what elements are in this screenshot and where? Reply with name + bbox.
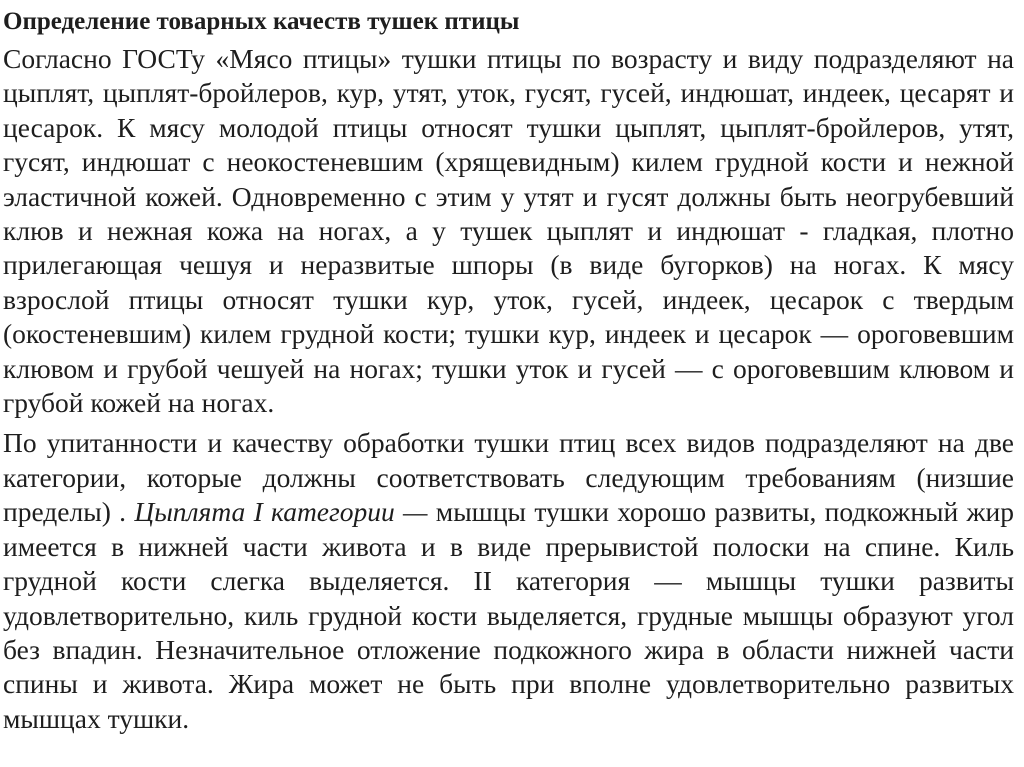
paragraph-age-species: Согласно ГОСТу «Мясо птицы» тушки птицы по возрасту и виду подразделяют на цыплят, цыплят-бройлеров, кур, утят, уток, гусят, гусей, индюшат, индеек, цесарят и цесарок. К мясу молодой птицы относят тушки цыплят, цыплят-бройлеров, утят, гусят, индюшат с неокостеневшим (хрящевидным) килем грудной кости и нежной эластичной кожей. Одновременно с этим у утят и гусят должны быть неогрубевший клюв и нежная кожа на ногах, а у тушек цыплят и индюшат - гладкая, плотно прилегающая чешуя и неразвитые шпоры (в виде бугорков) на ногах. К мясу взрослой птицы относят тушки кур, уток, гусей, индеек, цесарок с твердым (окостеневшим) килем грудной кости; тушки кур, индеек и цесарок — ороговевшим клювом и грубой чешуей на ногах; тушки уток и гусей — с ороговевшим клювом и грубой кожей на ногах. [3, 43, 1014, 419]
page-title: Определение товарных качеств тушек птицы [3, 8, 520, 35]
paragraph-categories-intro: По упитанности и качеству обработки тушки птиц всех видов подразделяют на две категории, которые должны соответствовать следующим требованиям (низшие пределы) . [3, 427, 1014, 528]
paragraph-categories-rest: мышцы тушки хорошо развиты, подкожный жир имеется в нижней части живота и в виде прерывистой полоски на спине. Киль грудной кости слегка выделяется. II категория — мышцы тушки развиты удовлетворительно, киль грудной кости выделяется, грудные мышцы образуют угол без впадин. Незначительное отложение подкожного жира в области нижней части спины и живота. Жира может не быть при вполне удовлетворительно развитых мышцах тушки. [3, 496, 1014, 734]
paragraph-categories [3, 426, 1014, 736]
italic-category-term: Цыплята I категории — [134, 496, 428, 528]
